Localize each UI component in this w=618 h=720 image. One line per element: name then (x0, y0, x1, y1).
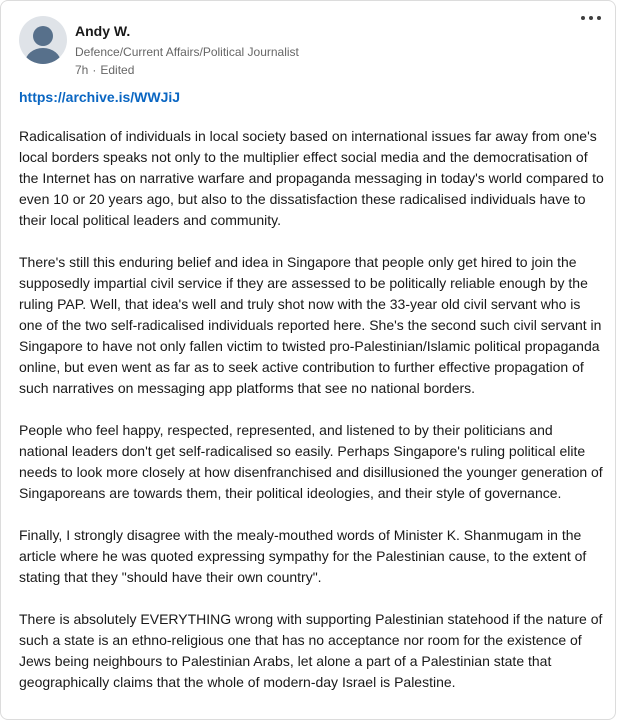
more-dot (597, 16, 601, 20)
author-name[interactable]: Andy W. (75, 23, 131, 39)
avatar-body-shape (25, 48, 61, 64)
post-paragraph-4: Finally, I strongly disagree with the mealy-mouthed words of Minister K. Shanmugam in the article where he was quoted expressing sympathy for the Palestinian cause, to the extent of stating that they "should have their own country". (19, 527, 587, 585)
archive-link[interactable]: https://archive.is/WWJiJ (19, 89, 181, 105)
post-paragraph-1: Radicalisation of individuals in local society based on international issues far away from one's local borders speaks not only to the multiplier effect social media and the democratisation of the Internet has on narrative warfare and propaganda messaging in today's world compared to even 10 or 20 years ago, but also to the dissatisfaction these radicalised individuals have to their local political leaders and community. (19, 128, 604, 228)
author-headline: Defence/Current Affairs/Political Journalist (75, 45, 299, 59)
more-dot (589, 16, 593, 20)
more-dot (581, 16, 585, 20)
post-time: 7h (75, 63, 89, 77)
post-paragraph-2: There's still this enduring belief and idea in Singapore that people only get hired to join the supposedly impartial civil service if they are assessed to be politically reliable enough by the ruling PAP. Well, that idea's well and truly shot now with the 33-year old civil servant who is one of the two self-radicalised individuals reported here. She's the second such civil servant in Singapore to have not only fallen victim to twisted pro-Palestinian/Islamic political propaganda online, but even went as far as to seek active contribution to further effective propagation of such narratives on messaging app platforms that see no national borders. (19, 254, 602, 396)
post-paragraph-3: People who feel happy, respected, represented, and listened to by their politicians and national leaders don't get self-radicalised so easily. Perhaps Singapore's ruling political elite needs to look more closely at how disenfranchised and disillusioned the younger generation of Singaporeans are towards them, their political ideologies, and their style of governance. (19, 422, 603, 501)
post-paragraph-5: There is absolutely EVERYTHING wrong with supporting Palestinian statehood if the nature of such a state is an ethno-religious one that has no acceptance nor room for the existence of Jews being neighbours to Palestinian Arabs, let alone a part of a Palestinian state that geographically claims that the whole of modern-day Israel is Palestine. (19, 611, 603, 690)
avatar[interactable] (19, 16, 67, 64)
post-meta (75, 63, 134, 77)
edited-label: Edited (100, 63, 135, 77)
avatar-head-shape (33, 26, 53, 46)
more-options-icon[interactable] (575, 9, 607, 29)
meta-separator: · (92, 63, 97, 77)
